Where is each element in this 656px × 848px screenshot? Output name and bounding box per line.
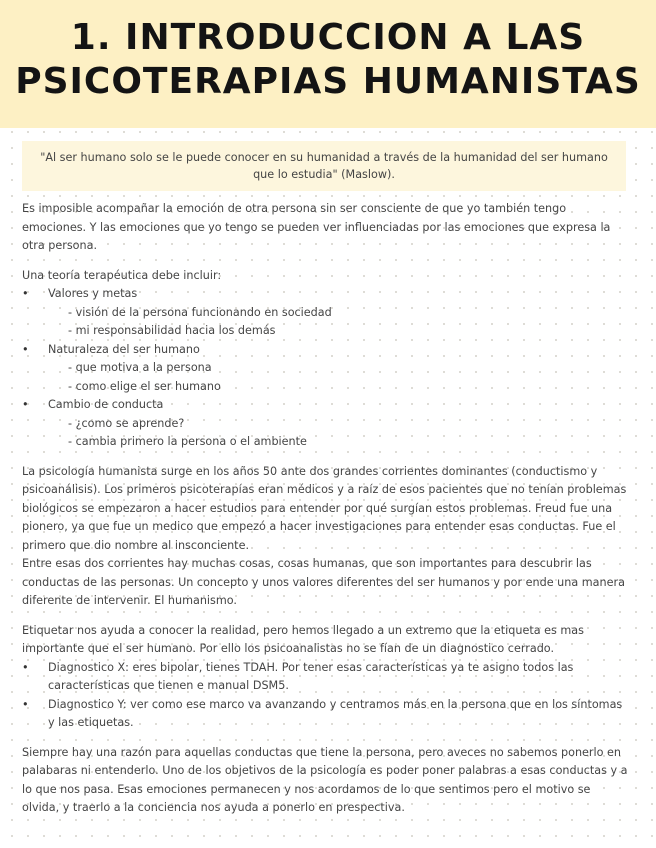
currents-paragraph: Entre esas dos corrientes hay muchas cosas, cosas humanas, que son importantes para descubrir las conductas de las personas. Un concepto y unos valores diferentes del ser humanos y por ende una manera diferente de intervenir. El humanismo.: [22, 557, 625, 607]
document-body: [22, 200, 628, 818]
intro-paragraph: Es imposible acompañar la emoción de otra persona sin ser consciente de que yo también tengo emociones. Y las emociones que yo tengo se pueden ver influenciadas por las emociones que expresa la otra persona.: [22, 202, 611, 252]
theory-subitem: - que motiva a la persona: [68, 361, 212, 374]
labels-paragraph: Etiquetar nos ayuda a conocer la realidad, pero hemos llegado a un extremo que la etiqueta es mas importante que el ser humano. Por ello los psicoanalistas no se fían de un diagnostico cerrado.: [22, 623, 584, 655]
maslow-quote: "Al ser humano solo se le puede conocer en su humanidad a través de la humanidad del ser humano que lo estudia" (Maslow).: [40, 151, 608, 181]
theory-item-values: • Valores y metas: [22, 285, 628, 304]
title-line-2: PSICOTERAPIAS HUMANISTAS: [15, 61, 641, 102]
theory-item-behavior: • Cambio de conducta: [22, 396, 628, 415]
theory-heading: Una teoría terapéutica debe incluir:: [22, 268, 222, 282]
theory-subitem: - como elige el ser humano: [68, 379, 221, 393]
theory-item-nature: • Naturaleza del ser humano: [22, 341, 628, 360]
title-banner: [0, 0, 656, 128]
title-line-1: 1. INTRODUCCION A LAS: [70, 17, 586, 58]
closing-paragraph: Siempre hay una razón para aquellas conductas que tiene la persona, pero aveces no sabemos ponerlo en palabaras ni entenderlo. Uno de los objetivos de la psicología es poder poner palabras a esas conductas y a lo que nos pasa. Esas emociones permanecen y nos acordamos de lo que sentimos pero el motivo se olvida, y traerlo a la conciencia nos ayuda a ponerlo en prespectiva.: [22, 745, 628, 814]
theory-subitem: - ¿como se aprende?: [68, 416, 185, 430]
theory-subitem: - cambia primero la persona o el ambiente: [68, 435, 307, 448]
theory-subitem: - mi responsabilidad hacia los demás: [68, 324, 276, 337]
diagnostic-y-item: • Diagnostico Y: ver como ese marco va avanzando y centramos más en la persona que en los síntomas y las etiquetas.: [22, 696, 628, 733]
theory-subitem: - visión de la persona funcionando en sociedad: [68, 305, 332, 319]
diagnostic-x-item: • Diagnostico X: eres bipolar, tienes TDAH. Por tener esas características ya te asigno todos las características que tienen e manual DSM5.: [22, 659, 628, 696]
page-title: [0, 0, 656, 104]
quote-box: [22, 141, 626, 191]
history-paragraph: La psicología humanista surge en los años 50 ante dos grandes corrientes dominantes (conductismo y psicoanálisis). Los primeros psicoterapías eran médicos y a raíz de esos pacientes que no tenían problemas biológicos se empezaron a hacer estudios para entender por qué surgían estos problemas. Freud fue una pionero, ya que fue un medico que empezó a hacer investigaciones para entender esas conductas. Fue el primero que dio nombre al insconciente.: [22, 464, 627, 552]
